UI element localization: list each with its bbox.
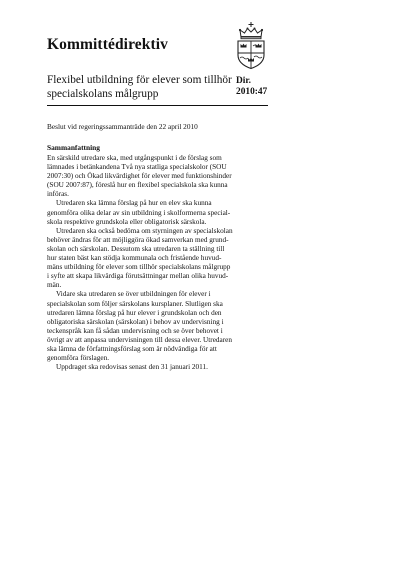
text-line: 2007:30) och Ökad likvärdighet för elever med funktionshinder [47, 172, 232, 181]
text-line: skola respektive grundskola eller obligatorisk särskola. [47, 217, 207, 226]
text-line: utredaren lämna förslag på hur elever i grundskolan och den [47, 308, 222, 317]
header-divider [47, 105, 268, 106]
summary-paragraph [47, 363, 272, 372]
swedish-crown-crest-icon [233, 20, 269, 70]
directive-title [47, 73, 232, 101]
text-line: Vidare ska utredaren se över utbildningen för elever i [56, 290, 211, 299]
summary-paragraph [47, 227, 272, 291]
text-line: teckenspråk kan få sådan undervisning och se över behovet i [47, 326, 223, 335]
text-line: (SOU 2007:87), föreslå hur en flexibel specialskola ska kunna [47, 181, 228, 190]
text-line: behöver ändras för att möjliggöra ökad samverkan med grund- [47, 235, 229, 244]
text-line: Utredaren ska också bedöma om styrningen av specialskolan [56, 226, 233, 235]
dir-label: Dir. [236, 76, 252, 86]
text-line: övrigt av att anpassa undervisningen till dessa elever. Utredaren [47, 335, 233, 344]
summary-paragraph [47, 154, 272, 199]
text-line: i syfte att skapa likvärdiga förutsättningar mellan olika huvud- [47, 272, 229, 281]
summary-paragraph [47, 290, 272, 363]
summary-body [47, 154, 272, 372]
text-line: lämnades i betänkandena Två nya statliga specialskolor (SOU [47, 163, 227, 172]
summary-paragraph [47, 199, 272, 226]
text-line: ska lämna de författningsförslag som är nödvändiga för att [47, 344, 217, 353]
text-line: genomföra förslagen. [47, 354, 110, 363]
text-line: En särskild utredare ska, med utgångspunkt i de förslag som [47, 154, 222, 162]
directive-number [236, 76, 267, 98]
text-line: mäns utbildning för elever som tillhör specialskolans målgrupp [47, 263, 231, 272]
decision-date: Beslut vid regeringssammanträde den 22 april 2010 [47, 122, 198, 131]
text-line: män. [47, 281, 62, 290]
directive-title-line: Flexibel utbildning för elever som tillhör [47, 74, 232, 86]
text-line: genomföra olika delar av sin utbildning i skolformerna special- [47, 208, 231, 217]
text-line: skolan och särskolan. Dessutom ska utredaren ta ställning till [47, 244, 225, 253]
text-line: obligatoriska särskolan (särskolan) i behov av undervisning i [47, 317, 224, 326]
text-line: införas. [47, 190, 69, 199]
dir-number: 2010:47 [236, 87, 268, 97]
text-line: Uppdraget ska redovisas senast den 31 januari 2011. [56, 363, 208, 372]
section-heading: Sammanfattning [47, 143, 100, 152]
text-line: hur staten bäst kan stödja kommunala och fristående huvud- [47, 254, 222, 263]
directive-title-line: specialskolans målgrupp [47, 88, 159, 100]
text-line: specialskolan som följer särskolans kursplaner. Slutligen ska [47, 299, 223, 308]
text-line: Utredaren ska lämna förslag på hur en elev ska kunna [56, 199, 212, 208]
page-title: Kommittédirektiv [47, 36, 168, 53]
